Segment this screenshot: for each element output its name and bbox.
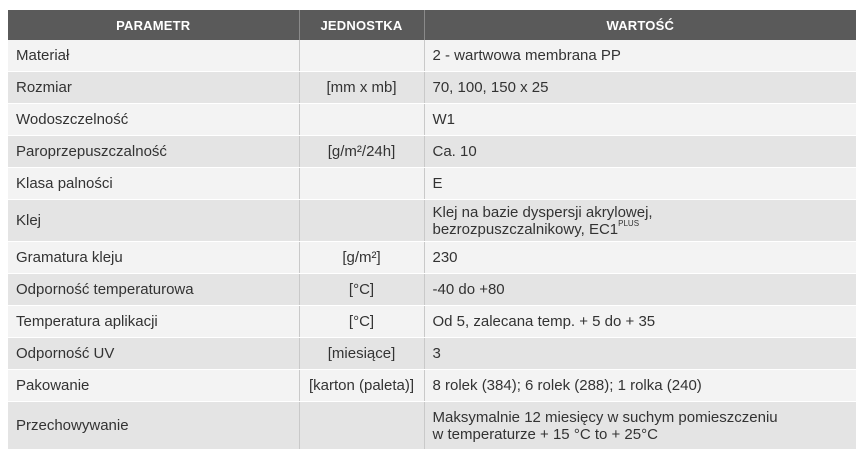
unit-cell: [mm x mb] — [299, 72, 424, 104]
header-row — [8, 10, 856, 40]
unit-cell — [299, 402, 424, 450]
param-cell: Paroprzepuszczalność — [8, 136, 299, 168]
table-row — [8, 40, 856, 72]
table-row — [8, 200, 856, 242]
unit-cell: [g/m²] — [299, 242, 424, 274]
param-cell: Materiał — [8, 40, 299, 72]
param-cell: Gramatura kleju — [8, 242, 299, 274]
table-row — [8, 370, 856, 402]
unit-cell: [g/m²/24h] — [299, 136, 424, 168]
table-row — [8, 242, 856, 274]
value-cell: 2 - wartwowa membrana PP — [424, 40, 856, 72]
table-row — [8, 72, 856, 104]
value-cell: E — [424, 168, 856, 200]
param-cell: Pakowanie — [8, 370, 299, 402]
param-cell: Odporność UV — [8, 338, 299, 370]
spec-table — [8, 10, 856, 450]
value-cell: Ca. 10 — [424, 136, 856, 168]
value-cell: 70, 100, 150 x 25 — [424, 72, 856, 104]
param-cell: Przechowywanie — [8, 402, 299, 450]
value-line — [432, 218, 849, 238]
value-cell: -40 do +80 — [424, 274, 856, 306]
header-wartosc: WARTOŚĆ — [424, 10, 856, 40]
value-line: Maksymalnie 12 miesięcy w suchym pomieszczeniu — [432, 408, 778, 426]
unit-cell: [miesiące] — [299, 338, 424, 370]
table-row — [8, 338, 856, 370]
unit-cell — [299, 200, 424, 242]
param-cell: Wodoszczelność — [8, 104, 299, 136]
value-cell — [424, 402, 856, 450]
param-cell: Odporność temperaturowa — [8, 274, 299, 306]
param-cell: Temperatura aplikacji — [8, 306, 299, 338]
value-cell — [424, 200, 856, 242]
spec-table-container — [8, 10, 856, 450]
table-header — [8, 10, 856, 40]
header-parametr: PARAMETR — [8, 10, 299, 40]
value-cell: 230 — [424, 242, 856, 274]
table-row — [8, 136, 856, 168]
unit-cell: [°C] — [299, 306, 424, 338]
value-line-text: bezrozpuszczalnikowy, EC1 — [432, 220, 619, 238]
value-cell: Od 5, zalecana temp. + 5 do + 35 — [424, 306, 856, 338]
table-row — [8, 104, 856, 136]
table-body — [8, 40, 856, 450]
value-cell: W1 — [424, 104, 856, 136]
value-line: Klej na bazie dyspersji akrylowej, — [432, 203, 653, 221]
unit-cell — [299, 168, 424, 200]
value-cell: 3 — [424, 338, 856, 370]
table-row — [8, 168, 856, 200]
header-jednostka: JEDNOSTKA — [299, 10, 424, 40]
table-row — [8, 402, 856, 450]
param-cell: Rozmiar — [8, 72, 299, 104]
param-cell: Klasa palności — [8, 168, 299, 200]
table-row — [8, 306, 856, 338]
unit-cell — [299, 104, 424, 136]
table-row — [8, 274, 856, 306]
unit-cell: [°C] — [299, 274, 424, 306]
unit-cell: [karton (paleta)] — [299, 370, 424, 402]
param-cell: Klej — [8, 200, 299, 242]
value-line: w temperaturze + 15 °C to + 25°C — [432, 425, 658, 443]
value-cell: 8 rolek (384); 6 rolek (288); 1 rolka (240) — [424, 370, 856, 402]
unit-cell — [299, 40, 424, 72]
value-superscript: PLUS — [618, 218, 640, 228]
